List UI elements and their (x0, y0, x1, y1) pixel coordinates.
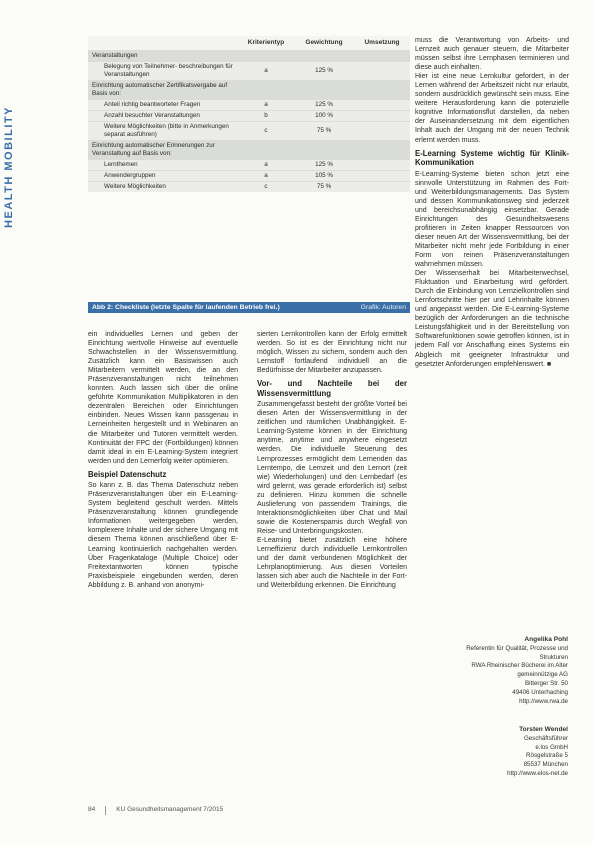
page-number: 84 (88, 806, 96, 813)
table-cell: Einrichtung automatischer Erinnerungen zur Veranstaltung auf Basis von: (92, 142, 215, 157)
table-header (88, 36, 410, 50)
table-cell (294, 51, 354, 61)
paragraph: ein individuelles Lernen und geben der Einrichtung wertvolle Hinweise auf eventuelle Schwachstellen in der Wissensvermittlung. Zusätzlich kann ein Basiswissen auch Mitarbeitern vermittelt werden, die an den Präsenzveranstaltungen nicht teilnehmen konnten. Auch lassen sich über die online geführte Kommunikation Multiplikatoren in den dezentralen Bereichen oder Einrichtungen einbinden. Neues Wissen kann passgenau in Lerneinheiten hergestellt und in Webinaren an die Mitarbeiter und Tutoren vermittelt werden. Kontinuität der FPC der (Fortbildungen) können damit ideal in ein E-Learning-System integriert werden und den Lernerfolg weiter optimieren. (88, 331, 238, 465)
table-cell: 75 % (316, 183, 332, 190)
table-cell (354, 182, 410, 192)
table-cell: Weitere Möglichkeiten (bitte in Anmerkungen separat ausführen) (104, 123, 229, 138)
table-cell: b (264, 112, 268, 119)
paragraph-text: Der Wissenserhalt bei Mitarbeiterwechsel, Fluktuation und Einarbeitung wird gefördert. Durch die Einbindung von Lernzielkontrollen sind Lernfortschritte hier per und Lehrinhalte können und angepasst werden. Die E-Learning-Systeme bezüglich der Anforderungen an die technische Leistungsfähigkeit und in der Bereitstellung von Softwarefunktionen sowie getroffen können, ist in jedem Fall vor Anschaffung eines Systems ein Abgleich mit geeigneter Infrastruktur und gesetzter Anforderungen empfehlenswert. (415, 270, 569, 368)
table-cell: Anzahl besuchter Veranstaltungen (104, 112, 200, 119)
text-column-1 (88, 330, 238, 590)
table-body (88, 50, 410, 192)
table-cell (238, 141, 294, 159)
author-line: http://www.rwa.de (519, 697, 568, 705)
table-cell (238, 81, 294, 99)
table-cell: c (264, 183, 268, 190)
page-footer (88, 806, 223, 815)
table-cell (354, 171, 410, 181)
paragraph: sierten Lernkontrollen kann der Erfolg ermittelt werden. So ist es der Einrichtung nicht nur möglich, Wissen zu sichern, sondern auch den Lernstoff fortlaufend individuell an die Bedürfnisse der Mitarbeiter anzupassen. (257, 331, 407, 375)
table-cell: 125 % (315, 101, 333, 108)
table-cell (354, 51, 410, 61)
paragraph: E-Learning-Systeme bieten schon jetzt eine sinnvolle Unterstützung im Rahmen des Fort- und Weiterbildungsmanagements. Das System und dessen Kommunikationsweg sind jederzeit und bereichsunabhängig einsetzbar. Gerade Einrichtungen des Gesundheitswesens profitieren in Zeiten knapper Ressourcen von dieser neuen Art der Wissensvermittlung, bei der Mitarbeiter nicht mehr jede Fortbildung in einer Form von reinen Präsenzveranstaltungen wahrnehmen müssen. (415, 170, 569, 269)
checklist-table (88, 36, 410, 192)
author-signature (430, 726, 568, 779)
paragraph: E-Learning bietet zusätzlich eine höhere Lerneffizienz durch individuelle Lernkontrollen und der damit verbundenen Möglichkeit der Lehrplanoptimierung. Aus diesen Vorteilen lassen sich aber auch die Nachteile in der Fort- und Weiterbildung erkennen. Die Einrichtung (257, 536, 407, 590)
table-cell (354, 81, 410, 99)
author-line: RWA Rheinischer Bücherei im Alter (471, 662, 568, 670)
table-cell: Anwendergruppen (104, 172, 156, 179)
table-row (88, 140, 410, 159)
table-cell: Belegung von Teilnehmer- beschreibungen für Veranstaltungen (104, 63, 233, 78)
author-line: http://www.elos-net.de (507, 769, 568, 777)
table-cell: a (264, 161, 268, 168)
paragraph: muss die Verantwortung von Arbeits- und Lernzeit auch genauer steuern, die Mitarbeiter müssen selbst ihre Lernphasen terminieren und diese auch einhalten. (415, 37, 569, 72)
table-cell (354, 111, 410, 121)
author-line: Geschäftsführer (523, 734, 568, 742)
header-cell (88, 36, 238, 50)
table-cell: 75 % (316, 127, 332, 134)
paragraph: Hier ist eine neue Lernkultur gefordert, in der Lernen während der Arbeitszeit nicht nur erlaubt, sondern ausdrücklich gewünscht sein muss. Eine weitere Herausforderung kann die potenzielle kognitive Informationsflut darstellen, da neben der Auseinandersetzung mit dem eigentlichen Inhalt auch der Umgang mit der neuen Technik erlernt werden muss. (415, 73, 569, 144)
table-row (88, 50, 410, 61)
author-line: Rösgelstraße 5 (526, 752, 568, 760)
table-cell (294, 141, 354, 159)
section-label-text: HEALTH MOBILITY (3, 106, 15, 228)
table-cell (354, 160, 410, 170)
table-cell: a (264, 172, 268, 179)
author-signature (430, 636, 568, 706)
table-row (88, 99, 410, 110)
header-cell: Kriterientyp (247, 39, 285, 46)
table-cell: a (264, 101, 268, 108)
table-row (88, 80, 410, 99)
table-row (88, 170, 410, 181)
end-mark-icon: ■ (546, 360, 552, 368)
table-row (88, 181, 410, 192)
author-line: 49406 Unterhaching (512, 688, 568, 696)
subheading: E-Learning Systeme wichtig für Klinik-Kommunikation (415, 148, 569, 168)
table-cell: Anteil richtig beantworteter Fragen (104, 101, 201, 108)
text-column-2 (257, 330, 407, 590)
table-row (88, 61, 410, 80)
paragraph (415, 269, 569, 369)
author-name: Torsten Wendel (519, 726, 568, 733)
table-cell: c (264, 127, 268, 134)
table-cell: Weitere Möglichkeiten (104, 183, 166, 190)
paragraph: Zusammengefasst besteht der größte Vorteil bei diesen Arten der Wissensvermittlung in der zeitlichen und räumlichen Unabhängigkeit. E-Learning-Systeme können in der Einrichtung anytime, anytime und anywhere eingesetzt werden. Die individuelle Steuerung des Lernprozesses ermöglicht dem Lernenden das Lerntempo, die Lernzeit und den Lernort (zeit wie) Wiederholungen) und den Lernbedarf (es wird gelernt, was gerade erforderlich ist) selbst zu definieren. Hinzu kommen die schnelle Auslieferung von passendem Trainings, die Interaktionsmöglichkeiten über Chat und Mail sowie die Kostenersparnis durch Wegfall von Reise- und Unterbringungskosten. (257, 401, 407, 535)
subheading: Vor- und Nachteile bei der Wissensvermittlung (257, 379, 407, 398)
table-cell: Einrichtung automatischer Zertifikatsvergabe auf Basis von: (92, 82, 228, 97)
author-line: Referentin für Qualität, Prozesse und (466, 644, 568, 652)
table-cell (294, 81, 354, 99)
table-cell (354, 122, 410, 140)
table-cell (354, 100, 410, 110)
subheading: Beispiel Datenschutz (88, 469, 167, 479)
table-cell (354, 62, 410, 80)
author-line: 85537 München (523, 761, 568, 769)
table-cell: 105 % (315, 172, 333, 179)
caption-source: Grafik: Autoren (360, 304, 406, 311)
table-cell (354, 141, 410, 159)
author-line: gemeinnützige AG (517, 671, 568, 679)
table-cell (238, 51, 294, 61)
header-cell: Umsetzung (364, 39, 400, 46)
table-row (88, 110, 410, 121)
table-cell: 125 % (315, 67, 333, 74)
author-line: Bitterger Str. 50 (525, 679, 568, 687)
figure-caption (88, 302, 410, 313)
author-line: e.los GmbH (535, 743, 568, 751)
section-label (0, 82, 20, 252)
table-cell: 125 % (315, 161, 333, 168)
author-name: Angelika Pohl (524, 636, 568, 643)
table-row (88, 159, 410, 170)
paragraph: So kann z. B. das Thema Datenschutz neben Präsenzveranstaltungen über ein E-Learning-System begleitend geschult werden. Mittels Präsenzveranstaltung können grundlegende Informationen weitergegeben werden, komplexere Inhalte und der sichere Umgang mit diesem Thema können anschließend über E-Learning kontinuierlich nachgehalten werden. Über Fragenkataloge (Multiple Choice) oder Freitextantworten können typische Praxisbeispiele eingebunden werden, deren Abbildung z. B. anhand von anonymi- (88, 482, 238, 589)
table-row (88, 121, 410, 140)
caption-text: Abb 2: Checkliste (letzte Spalte für laufenden Betrieb frei.) (92, 304, 280, 311)
table-cell: a (264, 67, 268, 74)
header-cell: Gewichtung (305, 39, 343, 46)
table-cell: 100 % (315, 112, 333, 119)
text-column-3 (415, 36, 569, 369)
table-cell: Veranstaltungen (92, 52, 138, 59)
footer-divider (105, 806, 106, 815)
author-line: Strukturen (539, 653, 568, 661)
journal-title: KU Gesundheitsmanagement 7/2015 (116, 806, 224, 813)
table-cell: Lernthemen (104, 161, 138, 168)
